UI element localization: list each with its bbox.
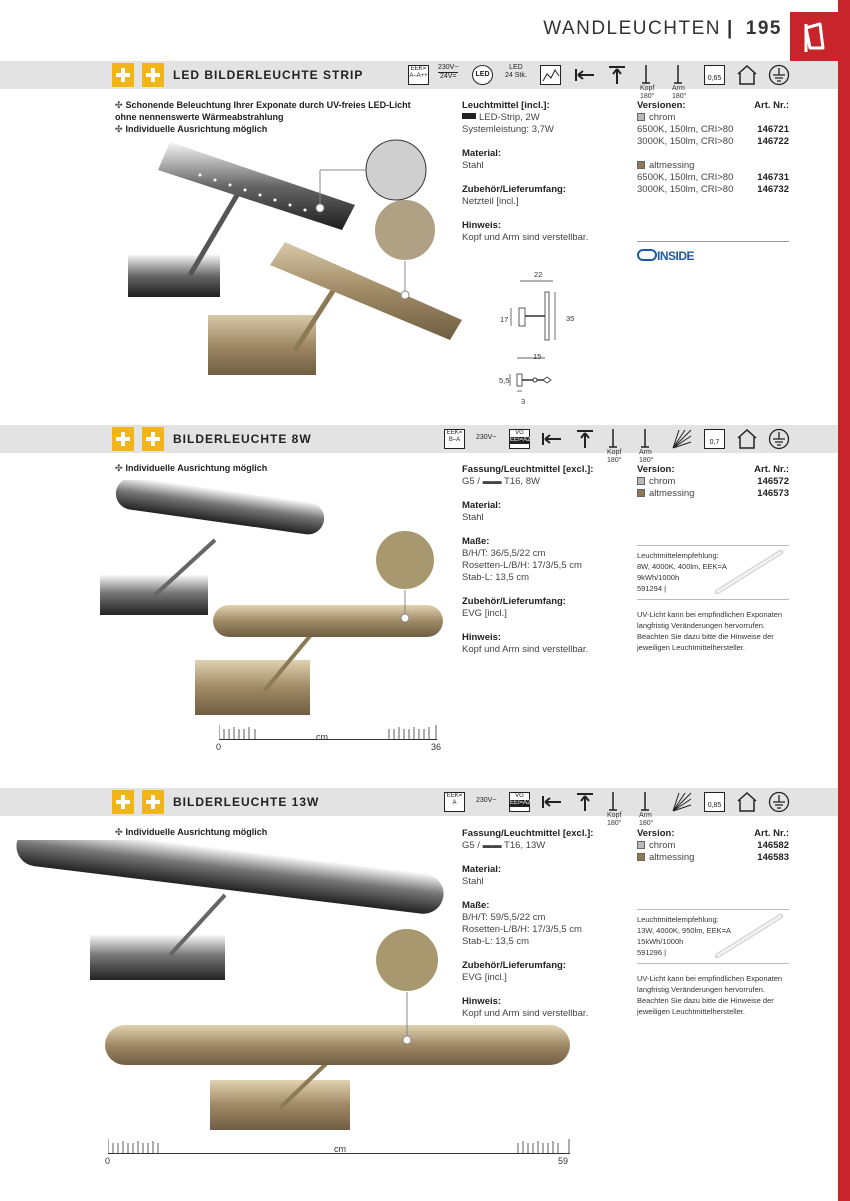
led-logo-icon bbox=[637, 249, 657, 261]
plus-icon bbox=[112, 427, 134, 451]
red-edge-bar bbox=[838, 0, 850, 1201]
dim-depth: 17 bbox=[500, 315, 509, 324]
table-row: altmessing 146573 bbox=[637, 488, 789, 500]
divider bbox=[637, 599, 789, 600]
tube-lamp-image bbox=[713, 912, 785, 960]
spec-value: Systemleistung: 3,7W bbox=[462, 124, 554, 135]
table-header: Version: Art. Nr.: bbox=[637, 464, 789, 475]
page-number: 195 bbox=[745, 18, 782, 39]
product-photo-8w bbox=[95, 480, 455, 725]
ruler-8w bbox=[219, 725, 437, 740]
spec-value: LED-Strip, 2W bbox=[462, 112, 612, 124]
versions-table-3 bbox=[637, 828, 789, 864]
specs-3 bbox=[462, 828, 622, 1020]
product-title: BILDERLEUCHTE 13W bbox=[173, 795, 320, 809]
arrow-up-icon bbox=[607, 65, 627, 90]
spec-value: G5 / ▬▬ T16, 8W bbox=[462, 476, 540, 487]
spec-label: Maße: bbox=[462, 536, 490, 547]
arm-rotate-icon: Arm 180° bbox=[639, 790, 653, 828]
chrom-swatch bbox=[637, 477, 645, 485]
head-rotate-icon: Kopf 180° bbox=[607, 427, 621, 465]
altmessing-swatch bbox=[637, 489, 645, 497]
product-title: BILDERLEUCHTE 8W bbox=[173, 432, 312, 446]
spec-label: Zubehör/Lieferumfang: bbox=[462, 184, 566, 195]
led-icon: LED bbox=[472, 65, 493, 85]
product-photo-led-strip bbox=[120, 130, 465, 410]
spec-label: Fassung/Leuchtmittel [excl.]: bbox=[462, 828, 594, 839]
dim-thickness: 3 bbox=[521, 397, 526, 406]
spec-label: Hinweis: bbox=[462, 632, 502, 643]
feature-item: ✣ Individuelle Ausrichtung möglich bbox=[115, 124, 268, 134]
page-header bbox=[543, 18, 782, 40]
house-icon bbox=[736, 428, 758, 455]
table-row: 6500K, 150lm, CRI>80 146731 bbox=[637, 172, 789, 183]
dim-arm: 15 bbox=[533, 352, 542, 361]
led-strip-icon bbox=[462, 113, 476, 119]
divider bbox=[637, 963, 789, 964]
beam-angle-icon bbox=[671, 428, 693, 455]
spec-value: B/H/T: 36/5,5/22 cm bbox=[462, 548, 546, 559]
table-row: 3000K, 150lm, CRI>80 146732 bbox=[637, 184, 789, 195]
led-count-icon: LED 24 Stk. bbox=[505, 64, 527, 79]
house-icon bbox=[736, 64, 758, 91]
spec-label: Material: bbox=[462, 500, 502, 511]
chrom-swatch bbox=[637, 841, 645, 849]
tube-lamp-image bbox=[713, 548, 785, 596]
table-row: chrom 146572 bbox=[637, 476, 789, 488]
spec-value: Netzteil [incl.] bbox=[462, 196, 519, 207]
spec-value: Kopf und Arm sind verstellbar. bbox=[462, 644, 589, 655]
ruler-end: 36 bbox=[431, 742, 442, 752]
arm-rotate-icon: Arm 180° bbox=[672, 63, 686, 101]
uv-note: UV-Licht kann bei empfindlichen Exponaten langfristig Veränderungen hervorrufen. Beachten Sie dazu bitte die Hinweise der jeweiligen Leuchtmittelhersteller. bbox=[637, 610, 783, 652]
plus-icon bbox=[142, 790, 164, 814]
version-group: chrom bbox=[637, 112, 789, 124]
spec-label: Zubehör/Lieferumfang: bbox=[462, 960, 566, 971]
table-row: 3000K, 150lm, CRI>80 146722 bbox=[637, 136, 789, 147]
table-row: chrom 146582 bbox=[637, 840, 789, 852]
bulb-recommendation: Leuchtmittelempfehlung: 8W, 4000K, 400lm, EEK=A 9kWh/1000h 591294 | bbox=[637, 551, 727, 593]
product-band-1 bbox=[0, 61, 838, 100]
chrom-swatch bbox=[637, 113, 645, 121]
spec-value: EVG [incl.] bbox=[462, 608, 507, 619]
led-inside-logo: INSIDE bbox=[637, 247, 694, 265]
feature-item: ✣ Schonende Beleuchtung Ihrer Exponate durch UV-freies LED-Licht ohne nennenswerte Wärmeabstrahlung bbox=[115, 100, 411, 122]
versions-table-2 bbox=[637, 464, 789, 500]
arrow-left-icon bbox=[541, 794, 563, 815]
beam-angle-icon bbox=[671, 791, 693, 818]
header-separator: | bbox=[726, 18, 734, 39]
spec-label: Hinweis: bbox=[462, 996, 502, 1007]
ruler-end: 59 bbox=[558, 1156, 569, 1166]
weight-icon: 0,7 bbox=[704, 429, 725, 449]
arrow-up-icon bbox=[575, 792, 595, 817]
spec-label: Leuchtmittel [incl.]: bbox=[462, 100, 550, 111]
product-title: LED BILDERLEUCHTE STRIP bbox=[173, 68, 364, 82]
dim-rosette: 5,5 bbox=[499, 376, 510, 385]
spec-value: Stahl bbox=[462, 160, 484, 171]
spec-value: EVG [incl.] bbox=[462, 972, 507, 983]
arrow-left-icon bbox=[541, 431, 563, 452]
eek-label-icon: EEK= A bbox=[444, 792, 465, 812]
spec-value: Kopf und Arm sind verstellbar. bbox=[462, 1008, 589, 1019]
specs-1 bbox=[462, 100, 612, 244]
ruler-unit: cm bbox=[334, 1144, 346, 1154]
specs-2 bbox=[462, 464, 622, 656]
wall-lamp-icon bbox=[790, 12, 838, 62]
spec-value: Kopf und Arm sind verstellbar. bbox=[462, 232, 589, 243]
uv-note: UV-Licht kann bei empfindlichen Exponaten langfristig Veränderungen hervorrufen. Beachten Sie dazu bitte die Hinweise der jeweiligen Leuchtmittelhersteller. bbox=[637, 974, 783, 1016]
dimension-drawing bbox=[495, 268, 585, 413]
wall-lamp-tab bbox=[790, 12, 838, 62]
divider bbox=[637, 909, 789, 910]
divider bbox=[637, 545, 789, 546]
spec-value: B/H/T: 59/5,5/22 cm bbox=[462, 912, 546, 923]
feature-item: ✣ Individuelle Ausrichtung möglich bbox=[115, 827, 268, 837]
altmessing-swatch bbox=[637, 853, 645, 861]
dim-height: 35 bbox=[566, 314, 575, 323]
head-rotate-icon: Kopf 180° bbox=[607, 790, 621, 828]
weight-icon: 0,65 bbox=[704, 65, 725, 85]
spec-value: Rosetten-L/B/H: 17/3/5,5 cm bbox=[462, 560, 582, 571]
voltage-icon: 230V~ 24V= bbox=[438, 64, 459, 80]
table-row: altmessing 146583 bbox=[637, 852, 789, 864]
bulb-recommendation: Leuchtmittelempfehlung: 13W, 4000K, 950lm, EEK=A 15kWh/1000h 591296 | bbox=[637, 915, 732, 957]
table-header: Version: Art. Nr.: bbox=[637, 828, 789, 839]
section-title: WANDLEUCHTEN bbox=[543, 18, 721, 39]
table-header: Versionen: Art. Nr.: bbox=[637, 100, 789, 111]
spec-label: Material: bbox=[462, 148, 502, 159]
vg-icon: VG EEI=A2 bbox=[509, 429, 530, 449]
voltage-icon: 230V~ bbox=[476, 797, 497, 804]
product-band-3 bbox=[0, 788, 838, 827]
voltage-icon: 230V~ bbox=[476, 434, 497, 441]
spec-label: Maße: bbox=[462, 900, 490, 911]
ruler-start: 0 bbox=[105, 1156, 111, 1166]
arm-rotate-icon: Arm 180° bbox=[639, 427, 653, 465]
spec-value: Stahl bbox=[462, 512, 484, 523]
spec-value: Rosetten-L/B/H: 17/3/5,5 cm bbox=[462, 924, 582, 935]
plus-icon bbox=[142, 63, 164, 87]
vg-icon: VG EEI=A2 bbox=[509, 792, 530, 812]
product-band-2 bbox=[0, 425, 838, 464]
weight-icon: 0,85 bbox=[704, 792, 725, 812]
version-group: altmessing bbox=[637, 160, 789, 172]
spec-label: Fassung/Leuchtmittel [excl.]: bbox=[462, 464, 594, 475]
spec-value: Stahl bbox=[462, 876, 484, 887]
ruler-unit: cm bbox=[316, 732, 328, 742]
arrow-up-icon bbox=[575, 429, 595, 454]
spec-value: Stab-L: 13,5 cm bbox=[462, 936, 530, 947]
spec-label: Hinweis: bbox=[462, 220, 502, 231]
spec-value: G5 / ▬▬ T16, 13W bbox=[462, 840, 546, 851]
plus-icon bbox=[112, 790, 134, 814]
dim-width: 22 bbox=[534, 270, 543, 279]
plus-icon bbox=[112, 63, 134, 87]
spec-value: Stab-L: 13,5 cm bbox=[462, 572, 530, 583]
ground-icon bbox=[768, 64, 790, 91]
plus-icon bbox=[142, 427, 164, 451]
ruler-start: 0 bbox=[216, 742, 222, 752]
divider bbox=[637, 241, 789, 242]
head-rotate-icon: Kopf 180° bbox=[640, 63, 654, 101]
ground-icon bbox=[768, 791, 790, 818]
spec-label: Material: bbox=[462, 864, 502, 875]
spec-label: Zubehör/Lieferumfang: bbox=[462, 596, 566, 607]
table-row: 6500K, 150lm, CRI>80 146721 bbox=[637, 124, 789, 135]
ground-icon bbox=[768, 428, 790, 455]
eek-label-icon: EEK= A–A++ bbox=[408, 65, 429, 85]
versions-table-1 bbox=[637, 100, 789, 196]
dimmable-icon bbox=[540, 65, 561, 85]
feature-item: ✣ Individuelle Ausrichtung möglich bbox=[115, 463, 268, 473]
house-icon bbox=[736, 791, 758, 818]
arrow-left-icon bbox=[574, 67, 596, 88]
eek-label-icon: EEK= B–A bbox=[444, 429, 465, 449]
altmessing-swatch bbox=[637, 161, 645, 169]
